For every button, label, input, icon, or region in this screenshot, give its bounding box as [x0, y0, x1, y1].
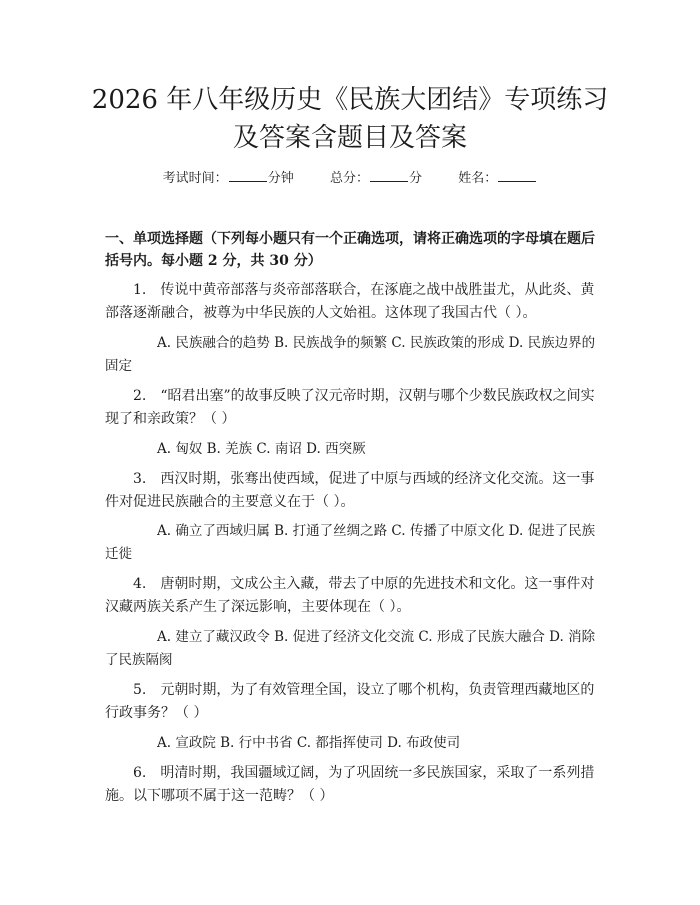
question-1-options — [105, 332, 603, 378]
question-4 — [105, 573, 603, 619]
section-title: 一、单项选择题（下列每小题只有一个正确选项，请将正确选项的字母填在题后括号内。每小题 2 分，共 30 分） — [105, 231, 595, 269]
question-stem: 4. 唐朝时期，文成公主入藏，带去了中原的先进技术和文化。这一事件对汉藏两族关系产生了深远影响，主要体现在（ ）。 — [105, 576, 595, 615]
time-label: 考试时间： — [162, 171, 228, 186]
document-title-line1: 2026 年八年级历史《民族大团结》专项练习 — [91, 85, 609, 115]
question-options: A. 宣政院 B. 行中书省 C. 都指挥使司 D. 布政使司 — [157, 735, 461, 751]
question-1 — [105, 279, 603, 325]
time-blank — [229, 168, 267, 182]
score-blank — [370, 168, 408, 182]
question-options: A. 建立了藏汉政令 B. 促进了经济文化交流 C. 形成了民族大融合 D. 消除了民族隔阂 — [105, 629, 596, 668]
score-unit: 分 — [409, 171, 423, 186]
question-3-options — [105, 520, 603, 566]
question-options: A. 匈奴 B. 羌族 C. 南诏 D. 西突厥 — [157, 441, 366, 457]
question-6 — [105, 762, 603, 808]
question-stem: 6. 明清时期，我国疆域辽阔，为了巩固统一多民族国家，采取了一系列措施。以下哪项不属于这一范畴？（ ） — [105, 765, 595, 804]
name-label: 姓名： — [458, 171, 498, 186]
time-unit: 分钟 — [267, 171, 294, 186]
question-options: A. 确立了西域归属 B. 打通了丝绸之路 C. 传播了中原文化 D. 促进了民族迁徙 — [105, 523, 596, 562]
question-3 — [105, 468, 603, 514]
question-stem: 3. 西汉时期，张骞出使西域，促进了中原与西域的经济文化交流。这一事件对促进民族融合的主要意义在于（ ）。 — [105, 471, 595, 510]
question-stem: 5. 元朝时期，为了有效管理全国，设立了哪个机构，负责管理西藏地区的行政事务？（ ） — [105, 682, 595, 721]
question-2 — [105, 385, 603, 431]
question-4-options — [105, 626, 603, 672]
question-5-options — [105, 732, 603, 755]
question-stem: 2. “昭君出塞”的故事反映了汉元帝时期，汉朝与哪个少数民族政权之间实现了和亲政策？（ ） — [105, 388, 595, 427]
question-options: A. 民族融合的趋势 B. 民族战争的频繁 C. 民族政策的形成 D. 民族边界的固定 — [105, 335, 596, 374]
score-label: 总分： — [329, 171, 369, 186]
document-title-line2: 及答案含题目及答案 — [232, 123, 467, 153]
question-2-options — [105, 438, 603, 461]
question-stem: 1. 传说中黄帝部落与炎帝部落联合，在涿鹿之战中战胜蚩尤，从此炎、黄部落逐渐融合，被尊为中华民族的人文始祖。这体现了我国古代（ ）。 — [105, 282, 595, 321]
name-blank — [498, 168, 536, 182]
question-5 — [105, 679, 603, 725]
exam-meta — [0, 168, 700, 189]
